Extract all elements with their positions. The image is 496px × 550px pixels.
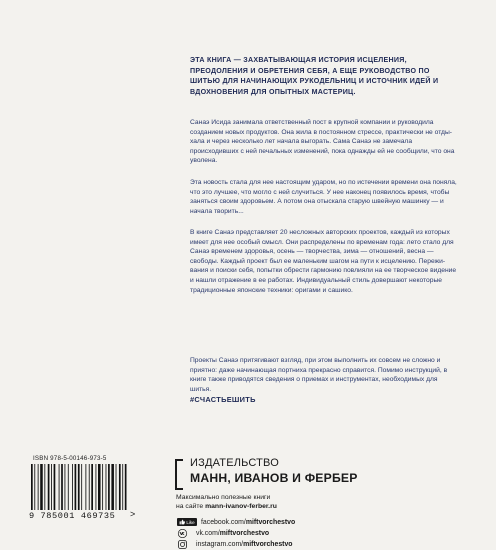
social-facebook[interactable]: Like facebook.com/ miftvorchestvo xyxy=(177,518,295,526)
lead-blurb: ЭТА КНИГА — ЗАХВАТЫВАЮЩАЯ ИСТОРИЯ ИСЦЕЛЕНИЯ, ПРЕОДОЛЕНИЯ И ОБРЕТЕНИЯ СЕБЯ, А ЕЩЕ РУКОВОДСТВО ПО ШИТЬЮ ДЛЯ НАЧИНАЮЩИХ РУКОДЕЛЬНИЦ И ИСТОЧНИК ИДЕЙ И ВДОХНОВЕНИЯ ДЛЯ ОПЫТНЫХ МАСТЕРИЦ. xyxy=(190,56,439,96)
barcode-number: 9 785001 469735 xyxy=(29,511,116,521)
description-paragraph-4: Проекты Санаэ притягивают взгляд, при этом выполнить их совсем не сложно и приятно: даже начинающая портниха прекрасно справится. Помимо инструкций, в книге также приводятся сведения о приемах и инструментах, необходимых для шитья. xyxy=(190,357,448,393)
publisher-label: ИЗДАТЕЛЬСТВО xyxy=(190,457,279,469)
hashtag: #СЧАСТЬЕШИТЬ xyxy=(190,395,256,404)
barcode-arrow: > xyxy=(130,509,136,519)
social-instagram[interactable]: instagram.com/ miftvorchestvo xyxy=(177,540,293,549)
like-icon: Like xyxy=(177,518,197,526)
description-paragraph-1: Санаэ Исида занимала ответственный пост в крупной компании и руководила созданием новых продуктов. Она жила в постоянном стрессе, практически не отдыхала и через несколько лет начала выгорать. Сама Санаэ не замечала происходивших с ней печальных изменений, пока однажды ей не сообщили, что она уволена. xyxy=(190,119,455,165)
publisher-website-link[interactable]: mann-ivanov-ferber.ru xyxy=(205,503,277,511)
description-paragraph-3: В книге Санаэ представляет 20 несложных авторских проектов, каждый из которых имеет для нее особый смысл. Они распределены по временам года: лето стало для Санаэ временем здоровья, осень — творчества, зима — отношений, весна — свободы. Каждый проект был ее маленьким шагом на пути к исцелению. Переживания и поиски себя, попытки обрести гармонию повлияли на ее творческое видение и нашли отражение в ее работах. Индивидуальный стиль довершают некоторые традиционные японские техники: оригами и сашико. xyxy=(190,229,457,294)
publisher-name: МАНН, ИВАНОВ И ФЕРБЕР xyxy=(190,471,358,485)
isbn-label: ISBN 978-5-00146-973-5 xyxy=(33,455,107,462)
instagram-icon xyxy=(177,540,188,549)
barcode xyxy=(31,464,133,510)
publisher-desc-line2: на сайте mann-ivanov-ferber.ru xyxy=(176,503,277,511)
publisher-desc-line1: Максимально полезные книги xyxy=(176,494,271,501)
description-paragraph-2: Эта новость стала для нее настоящим ударом, но по истечении времени она поняла, что это лучшее, что могло с ней случиться. У нее наконец появилось время, чтобы заняться своим здоровьем. А потом она отыскала старую швейную машинку — и начала творить... xyxy=(190,179,457,215)
social-vk[interactable]: vk.com/ miftvorchestvo xyxy=(177,529,269,538)
publisher-bracket-logo xyxy=(175,459,183,490)
vk-icon xyxy=(177,529,188,538)
publisher-description xyxy=(176,493,277,511)
